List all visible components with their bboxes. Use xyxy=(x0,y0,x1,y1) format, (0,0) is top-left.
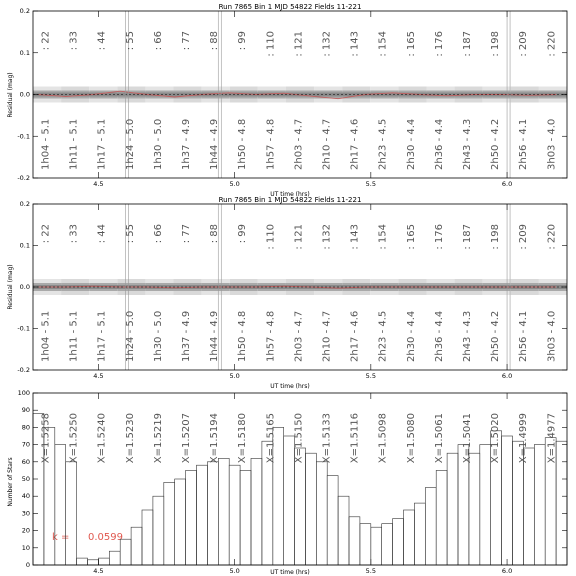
panel-1-xtick-label: 5.5 xyxy=(365,180,377,188)
panel-3-field-label: X=1.5250 xyxy=(68,413,80,464)
panel-1-ytick-label: -0.2 xyxy=(17,174,30,182)
panel-1-ylabel: Residual (mag) xyxy=(7,72,14,118)
histogram-bar xyxy=(175,479,186,565)
panel-2-ytick-label: -0.1 xyxy=(17,324,30,333)
panel-3-ytick-label: 20 xyxy=(21,526,30,535)
panel-3-ytick-label: 70 xyxy=(21,440,30,449)
panel-2-ytick-label: 0.1 xyxy=(19,241,30,250)
panel-2-time-label: 2h56 - 4.1 xyxy=(518,310,530,362)
panel-2-field-label: : 77 xyxy=(180,224,192,244)
panel-2-time-label: 1h11 - 5.1 xyxy=(68,310,80,362)
panel-1-xtick-label: 6.0 xyxy=(501,180,513,188)
panel-3-field-label: X=1.5258 xyxy=(40,413,52,464)
panel-2-field-label: : 44 xyxy=(96,224,108,244)
panel-1-field-label: : 165 xyxy=(405,31,417,57)
histogram-bar xyxy=(295,448,306,565)
panel-2-time-label: 1h57 - 4.8 xyxy=(265,310,277,362)
panel-2-time-label: 2h50 - 4.2 xyxy=(490,310,502,362)
panel-1-title: Run 7865 Bin 1 MJD 54822 Fields 11-221 xyxy=(218,3,362,11)
panel-1-time-label: 2h17 - 4.6 xyxy=(349,118,361,170)
panel-2-field-label: : 88 xyxy=(209,224,221,244)
panel-1-xtick-label: 4.5 xyxy=(93,180,104,188)
k-label: k = xyxy=(52,532,70,543)
panel-3-xlabel: UT time (hrs) xyxy=(270,569,310,576)
panel-1-field-label: : 77 xyxy=(180,31,192,51)
panel-3-ytick-label: 60 xyxy=(21,457,30,466)
panel-3-field-label: X=1.5020 xyxy=(490,413,502,464)
panel-1-time-label: 2h36 - 4.4 xyxy=(433,118,445,170)
panel-2-field-label: : 22 xyxy=(40,224,52,244)
histogram-bar xyxy=(371,527,382,565)
panel-2-time-label: 2h10 - 4.7 xyxy=(321,310,333,362)
panel-3-xtick-label: 4.5 xyxy=(93,567,104,575)
histogram-bar xyxy=(480,445,491,565)
panel-2-field-label: : 55 xyxy=(124,224,136,244)
panel-3-field-label: X=1.5165 xyxy=(265,413,277,464)
panel-2-ylabel: Residual (mag) xyxy=(7,264,14,310)
panel-2-time-label: 1h50 - 4.8 xyxy=(237,310,249,362)
panel-2-field-label: : 33 xyxy=(68,224,80,244)
panel-1-time-label: 2h23 - 4.5 xyxy=(377,118,389,170)
panel-2-field-label: : 209 xyxy=(518,224,530,250)
panel-2-time-label: 1h37 - 4.9 xyxy=(180,310,192,362)
panel-1-field-label: : 198 xyxy=(490,31,502,57)
panel-3-field-label: X=1.5219 xyxy=(152,413,164,464)
panel-1-field-label: : 187 xyxy=(462,31,474,57)
panel-3-ytick-label: 10 xyxy=(21,543,30,552)
panel-1-field-label: : 66 xyxy=(152,31,164,51)
histogram-bar xyxy=(251,458,262,565)
histogram-bar xyxy=(360,524,371,565)
panel-3-ytick-label: 30 xyxy=(21,509,30,518)
histogram-bar xyxy=(305,453,316,565)
panel-3-field-label: X=1.5194 xyxy=(209,413,221,464)
panel-2-field-label: : 198 xyxy=(490,224,502,250)
panel-2-time-label: 2h03 - 4.7 xyxy=(293,310,305,362)
histogram-bar xyxy=(338,496,349,565)
panel-1-time-label: 1h30 - 5.0 xyxy=(152,118,164,170)
panel-1-field-label: : 110 xyxy=(265,31,277,57)
panel-3-ytick-label: 90 xyxy=(21,406,30,415)
panel-1-field-label: : 44 xyxy=(96,31,108,51)
panel-1-field-label: : 220 xyxy=(546,31,558,57)
histogram-bar xyxy=(469,453,480,565)
panel-2-field-label: : 121 xyxy=(293,224,305,250)
panel-2-time-label: 2h36 - 4.4 xyxy=(433,310,445,362)
panel-1-field-label: : 33 xyxy=(68,31,80,51)
panel-1-time-label: 1h37 - 4.9 xyxy=(180,118,192,170)
panel-3-ytick-label: 0 xyxy=(25,561,30,569)
histogram-bar xyxy=(523,448,534,565)
panel-1-ytick-label: 0.2 xyxy=(19,7,30,15)
panel-1-time-label: 1h50 - 4.8 xyxy=(237,118,249,170)
histogram-bar xyxy=(327,476,338,565)
panel-2-title: Run 7865 Bin 1 MJD 54822 Fields 11-221 xyxy=(218,196,362,204)
panel-2-time-label: 1h17 - 5.1 xyxy=(96,310,108,362)
panel-2-time-label: 1h04 - 5.1 xyxy=(40,310,52,362)
histogram-bar xyxy=(436,470,447,565)
panel-1-ytick-label: 0.0 xyxy=(19,90,30,99)
panel-2-field-label: : 143 xyxy=(349,224,361,250)
panel-1-time-label: 1h11 - 5.1 xyxy=(68,118,80,170)
histogram-bar xyxy=(349,517,360,565)
residual-panel-1 xyxy=(7,3,567,198)
histogram-bar xyxy=(534,445,545,565)
histogram-bar xyxy=(98,558,109,565)
panel-3-field-label: X=1.5098 xyxy=(377,413,389,464)
histogram-bar xyxy=(164,482,175,565)
histogram-bar xyxy=(382,524,393,565)
histogram-bar xyxy=(66,462,77,565)
histogram-bar xyxy=(414,503,425,565)
panel-3-ytick-label: 40 xyxy=(21,492,30,501)
panel-2-ytick-label: 0.0 xyxy=(19,283,30,291)
histogram-bar xyxy=(131,527,142,565)
panel-3-field-label: X=1.5080 xyxy=(405,413,417,464)
panel-1-time-label: 1h57 - 4.8 xyxy=(265,118,277,170)
panel-1-field-label: : 154 xyxy=(377,31,389,57)
panel-1-field-label: : 132 xyxy=(321,31,333,57)
panel-3-field-label: X=1.5180 xyxy=(237,413,249,464)
histogram-bar xyxy=(229,465,240,565)
panel-3-field-label: X=1.5150 xyxy=(293,413,305,464)
panel-1-field-label: : 143 xyxy=(349,31,361,57)
panel-3-field-label: X=1.5041 xyxy=(462,413,474,464)
panel-2-time-label: 1h30 - 5.0 xyxy=(152,310,164,362)
panel-2-xlabel: UT time (hrs) xyxy=(270,383,310,390)
histogram-bar xyxy=(88,560,99,565)
panel-2-field-label: : 99 xyxy=(237,224,249,244)
panel-3-xtick-label: 5.5 xyxy=(365,567,377,575)
panel-3-field-label: X=1.5133 xyxy=(321,413,333,464)
histogram-bar xyxy=(207,462,218,565)
panel-1-field-label: : 88 xyxy=(209,31,221,51)
panel-2-time-label: 2h43 - 4.3 xyxy=(462,310,474,362)
panel-1-ytick-label: 0.1 xyxy=(19,48,30,57)
panel-2-field-label: : 110 xyxy=(265,224,277,250)
panel-3-field-label: X=1.4999 xyxy=(518,413,530,464)
histogram-bar xyxy=(393,519,404,565)
panel-1-time-label: 2h10 - 4.7 xyxy=(321,118,333,170)
panel-1-time-label: 1h17 - 5.1 xyxy=(96,118,108,170)
histogram-bar xyxy=(502,436,513,565)
panel-2-field-label: : 165 xyxy=(405,224,417,250)
histogram-bar xyxy=(197,465,208,565)
panel-1-time-label: 2h50 - 4.2 xyxy=(490,118,502,170)
panel-1-xtick-label: 5.0 xyxy=(229,180,240,188)
panel-3-field-label: X=1.5116 xyxy=(349,413,361,464)
panel-1-time-label: 1h44 - 4.9 xyxy=(209,118,221,170)
panel-3-ytick-label: 50 xyxy=(21,475,30,483)
panel-1-time-label: 3h03 - 4.0 xyxy=(546,118,558,170)
histogram-bar xyxy=(186,470,197,565)
panel-3-xtick-label: 6.0 xyxy=(501,567,513,575)
panel-1-field-label: : 55 xyxy=(124,31,136,51)
panel-1-time-label: 1h24 - 5.0 xyxy=(124,118,136,170)
panel-1-time-label: 2h43 - 4.3 xyxy=(462,118,474,170)
histogram-bar xyxy=(316,462,327,565)
panel-3-field-label: X=1.5061 xyxy=(433,413,445,464)
panel-1-field-label: : 22 xyxy=(40,31,52,51)
panel-1-field-label: : 176 xyxy=(433,31,445,57)
histogram-bar xyxy=(153,496,164,565)
panel-2-field-label: : 176 xyxy=(433,224,445,250)
histogram-bar xyxy=(120,539,131,565)
panel-2-ytick-label: 0.2 xyxy=(19,200,30,208)
panel-2-xtick-label: 4.5 xyxy=(93,372,104,380)
histogram-bar xyxy=(142,510,153,565)
panel-1-field-label: : 99 xyxy=(237,31,249,51)
panel-2-field-label: : 132 xyxy=(321,224,333,250)
panel-2-time-label: 1h44 - 4.9 xyxy=(209,310,221,362)
panel-1-field-label: : 209 xyxy=(518,31,530,57)
residual-panel-2 xyxy=(7,196,567,390)
panel-1-time-label: 2h03 - 4.7 xyxy=(293,118,305,170)
panel-2-field-label: : 187 xyxy=(462,224,474,250)
panel-2-time-label: 1h24 - 5.0 xyxy=(124,310,136,362)
panel-1-xlabel: UT time (hrs) xyxy=(270,191,310,198)
panel-1-time-label: 2h30 - 4.4 xyxy=(405,118,417,170)
panel-2-xtick-label: 6.0 xyxy=(501,372,513,380)
panel-3-field-label: X=1.5240 xyxy=(96,413,108,464)
panel-3-ylabel: Number of Stars xyxy=(7,457,14,507)
panel-3-ytick-label: 80 xyxy=(21,423,30,432)
panel-2-xtick-label: 5.0 xyxy=(229,372,240,380)
panel-1-field-label: : 121 xyxy=(293,31,305,57)
panel-3-field-label: X=1.5230 xyxy=(124,413,136,464)
panel-3-xtick-label: 5.0 xyxy=(229,567,240,575)
panel-2-time-label: 2h30 - 4.4 xyxy=(405,310,417,362)
histogram-bar xyxy=(55,445,66,565)
panel-1-ytick-label: -0.1 xyxy=(17,132,30,141)
panel-2-field-label: : 220 xyxy=(546,224,558,250)
panel-2-field-label: : 66 xyxy=(152,224,164,244)
panel-2-xtick-label: 5.5 xyxy=(365,372,377,380)
panel-2-ytick-label: -0.2 xyxy=(17,366,30,374)
histogram-bar xyxy=(404,510,415,565)
panel-3-field-label: X=1.4977 xyxy=(546,413,558,464)
histogram-bar xyxy=(425,488,436,565)
panel-3-ytick-label: 100 xyxy=(17,389,30,397)
panel-3-field-label: X=1.5207 xyxy=(180,413,192,464)
histogram-bar xyxy=(240,470,251,565)
panel-2-time-label: 2h23 - 4.5 xyxy=(377,310,389,362)
panel-1-time-label: 1h04 - 5.1 xyxy=(40,118,52,170)
histogram-bar xyxy=(109,551,120,565)
panel-2-time-label: 2h17 - 4.6 xyxy=(349,310,361,362)
histogram-bar xyxy=(556,441,567,565)
histogram-bar xyxy=(447,453,458,565)
histogram-bar xyxy=(218,458,229,565)
k-value: 0.0599 xyxy=(88,532,123,543)
histogram-bar xyxy=(77,558,88,565)
star-count-panel xyxy=(7,389,567,576)
panel-1-time-label: 2h56 - 4.1 xyxy=(518,118,530,170)
panel-2-field-label: : 154 xyxy=(377,224,389,250)
panel-2-time-label: 3h03 - 4.0 xyxy=(546,310,558,362)
